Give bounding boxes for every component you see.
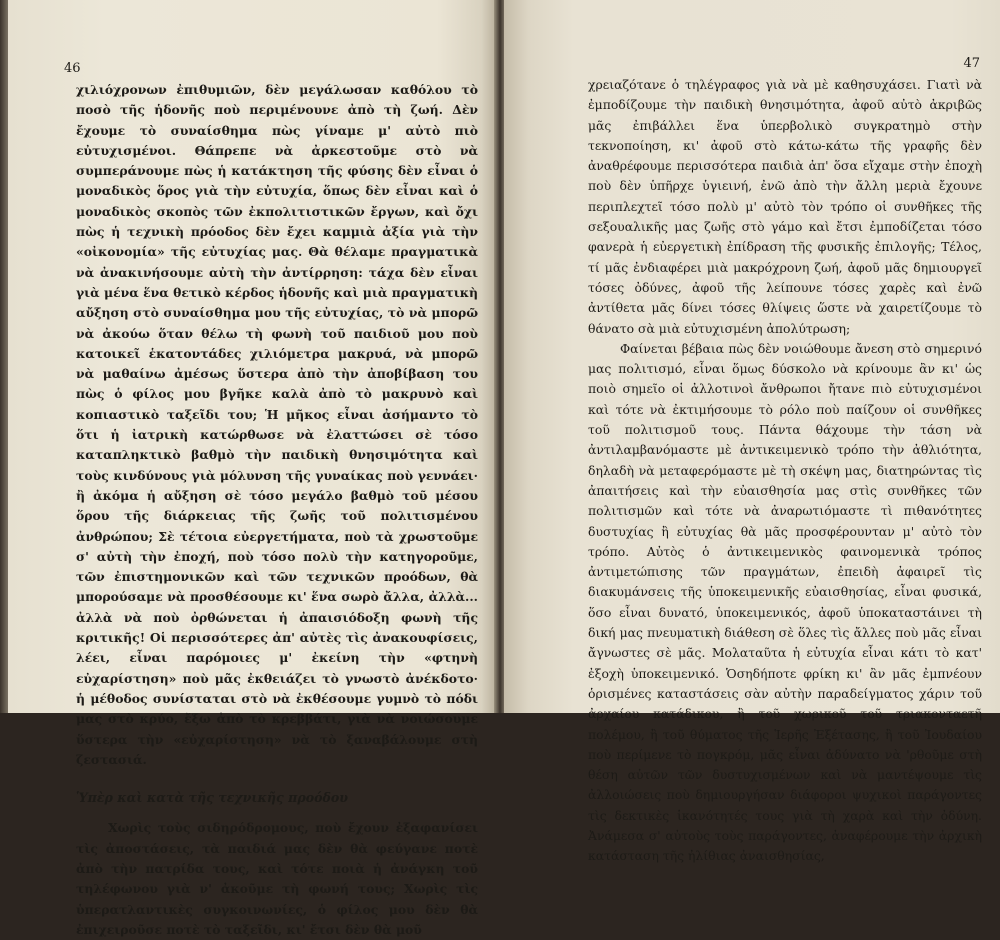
page-number: 47: [963, 56, 980, 71]
right-page: [504, 0, 1000, 864]
left-page-body: [76, 80, 478, 940]
paragraph: Χωρὶς τοὺς σιδηρόδρομους, ποὺ ἔχουν ἐξαφανίσει τὶς ἀποστάσεις, τὰ παιδιά μας δὲν θὰ φεύγανε ποτὲ ἀπὸ τὴν πατρίδα τους, καὶ τότε ποιὰ ἡ ἀνάγκη τοῦ τηλέφωνου γιὰ ν' ἀκοῦμε τὴ φωνή τους; Χωρὶς τὶς ὑπερατλαντικὲς συγκοινωνίες, ὁ φίλος μου δὲν θὰ ἐπιχειροῦσε ποτὲ τὸ ταξεῖδι, κι' ἔτσι δὲν θὰ μοῦ: [76, 820, 478, 937]
paragraph: χρειαζότανε ὁ τηλέγραφος γιὰ νὰ μὲ καθησυχάσει. Γιατὶ νὰ ἐμποδίζουμε τὴν παιδικὴ θνησιμότητα, ἀφοῦ αὐτὸ ἀκριβῶς μᾶς ἐπιβάλλει ἕνα ὑπερβολικὸ συγκρατημὸ στὴν τεκνοποίηση, κι' ἀφοῦ στὸ κάτω-κάτω τῆς γραφῆς δὲν ἀναθρέφουμε περισσότερα παιδιὰ ἀπ' ὅσα εἴχαμε στὴν ἐποχὴ ποὺ δὲν ὑπῆρχε ὑγιεινή, ἐνῶ ἀπὸ τὴν ἄλλη μεριὰ ἔχουνε περιπλεχτεῖ τόσο πολὺ μ' αὐτὸ τὸν τρόπο οἱ συνθῆκες τῆς σεξουαλικῆς μας ζωῆς στὸ γάμο καὶ ἔτσι ἐμποδίζεται τόσο φανερὰ ἡ εὐεργετικὴ ἐπίδραση τῆς φυσικῆς ἐπιλογῆς; Τέλος, τί μᾶς ἐνδιαφέρει μιὰ μακρόχρονη ζωή, ἀφοῦ μᾶς δημιουργεῖ τόσες ὀδύνες, ἀφοῦ τῆς λείπουνε τόσες χαρὲς καὶ ἐνῶ ἀντίθετα μᾶς δίνει τόσες θλίψεις ὥστε νὰ χαιρετίζουμε τὸ θάνατο σὰ μιὰ εὐτυχισμένη ἀπολύτρωση;: [588, 77, 982, 336]
paragraph: χιλιόχρονων ἐπιθυμιῶν, δὲν μεγάλωσαν καθόλου τὸ ποσὸ τῆς ἡδονῆς ποὺ περιμένουνε ἀπὸ τὴ ζωή. Δὲν ἔχουμε τὸ συναίσθημα πὼς γίναμε μ' αὐτὸ πιὸ εὐτυχισμένοι. Θάπρεπε νὰ ἀρκεστοῦμε στὸ νὰ συμπεράνουμε πὼς ἡ κατάκτηση τῆς φύσης δὲν εἶναι ὁ μοναδικὸς ὅρος γιὰ τὴν εὐτυχία, ὅπως δὲν εἶναι καὶ ὁ μοναδικὸς σκοπὸς τῶν ἐκπολιτιστικῶν ἔργων, καὶ ὄχι πὼς ἡ τεχνικὴ πρόοδος δὲν ἔχει καμμιὰ ἀξία γιὰ τὴν «οἰκονομία» τῆς εὐτυχίας μας. Θὰ θέλαμε πραγματικὰ νὰ ἀνακινήσουμε αὐτὴ τὴν ἀντίρρηση: τάχα δὲν εἶναι γιὰ μένα ἕνα θετικὸ κέρδος ἡδονῆς καὶ μιὰ πραγματικὴ αὔξηση στὸ συναίσθημα μου τῆς εὐτυχίας, τὸ νὰ μπορῶ νὰ ἀκούω ὅταν θέλω τὴ φωνὴ τοῦ παιδιοῦ μου ποὺ κατοικεῖ ἑκατοντάδες χιλιόμετρα μακρυά, νὰ μπορῶ νὰ μαθαίνω ἀμέσως ὕστερα ἀπὸ τὴν ἀποβίβαση του πὼς ὁ φίλος μου βγῆκε καλὰ ἀπὸ τὸ μακρυνὸ καὶ κοπιαστικὸ ταξεῖδι του; Ἡ μῆκος εἶναι ἀσήμαντο τὸ ὅτι ἡ ἰατρικὴ κατώρθωσε νὰ ἐλαττώσει σὲ τόσο καταπληκτικὸ βαθμὸ τὴν παιδικὴ θνησιμότητα καὶ τοὺς κινδύνους γιὰ μόλυνση τῆς γυναίκας ποὺ γεννάει· ἢ ἀκόμα ἡ αὔξηση σὲ τόσο μεγάλο βαθμὸ τοῦ μέσου ὅρου τῆς διάρκειας τῆς ζωῆς τοῦ πολιτισμένου ἀνθρώπου; Σὲ τέτοια εὐεργετήματα, ποὺ τὰ χρωστοῦμε σ' αὐτὴ τὴν ἐποχή, ποὺ τόσο πολὺ τὴν κατηγοροῦμε, τῶν ἐπιστημονικῶν καὶ τῶν τεχνικῶν προόδων, θὰ μπορούσαμε νὰ προσθέσουμε κι' ἕνα σωρὸ ἄλλα, ἀλλὰ... ἀλλὰ νὰ ποὺ ὀρθώνεται ἡ ἀπαισιόδοξη φωνὴ τῆς κριτικῆς! Οἱ περισσότερες ἀπ' αὐτὲς τὶς ἀνακουφίσεις, λέει, εἶναι παρόμοιες μ' ἐκείνη τὴν «φτηνὴ εὐχαρίστηση» ποὺ μᾶς ἐκθειάζει τὸ γνωστὸ ἀνέκδοτο· ἡ μέθοδος συνίσταται στὸ νὰ ἐκθέσουμε γυμνὸ τὸ πόδι μας στὸ κρύο, ἔξω ἀπὸ τὸ κρεββάτι, γιὰ νὰ νοιώσουμε ὕστερα τὴν «εὐχαρίστηση» νὰ τὸ ξαναβάλουμε στὴ ζεστασιά.: [76, 82, 478, 767]
paragraph: Φαίνεται βέβαια πὼς δὲν νοιώθουμε ἄνεση στὸ σημερινό μας πολιτισμό, εἶναι ὅμως δύσκολο νὰ κρίνουμε ἂν κι' ὡς ποιὸ σημεῖο οἱ ἀλλοτινοὶ ἄνθρωποι ἤτανε πιὸ εὐτυχισμένοι καὶ τότε νὰ ἐκτιμήσουμε τὸ ρόλο ποὺ παίζουν οἱ συνθῆκες τοῦ πολιτισμοῦ τους. Πάντα θάχουμε τὴν τάση νὰ ἀντιλαμβανόμαστε μὲ ἀντικειμενικὸ τρόπο τὴν ἀθλιότητα, δηλαδὴ νὰ μεταφερόμαστε μὲ τὴ σκέψη μας, διατηρώντας τὶς ἀπαιτήσεις καὶ τὴν εὐαισθησία μας στὶς συνθῆκες τῶν πολιτισμῶν καὶ τότε νὰ ἀναρωτιόμαστε τὶ πιθανότητες δυστυχίας ἢ εὐτυχίας θὰ μᾶς προσφέρουνταν μ' αὐτὸ τὸν τρόπο. Αὐτὸς ὁ ἀντικειμενικὸς φαινομενικὰ τρόπος ἀντιμετώπισης τῶν πραγμάτων, ἐπειδὴ ἀφαιρεῖ τὶς διακυμάνσεις τῆς ὑποκειμενικῆς εὐαισθησίας, εἶναι φυσικά, ὅσο εἶναι δυνατό, ὑποκειμενικός, ἀφοῦ ὑποκαταστάινει τὴ δική μας πνευματικὴ διάθεση σὲ ὅλες τὶς ἄλλες ποὺ μᾶς εἶναι ἄγνωστες σὲ μᾶς. Μολαταῦτα ἡ εὐτυχία εἶναι κάτι τὸ κατ' ἐξοχὴ ὑποκειμενικό. Ὁσηδήποτε φρίκη κι' ἂν μᾶς ἐμπνέουν ὁρισμένες καταστάσεις σὰν αὐτὴν παραδείγματος χάριν τοῦ ἀρχαίου κατάδικου, ἢ τοῦ χωρικοῦ τοῦ τριακονταετῆ πολέμου, ἢ τοῦ θύματος τῆς Ἱερῆς Ἐξέτασης, ἢ τοῦ Ἰουδαίου ποὺ περίμενε τὸ πογκρόμ, μᾶς εἶναι ἀδύνατο νὰ 'ρθοῦμε στὴ θέση αὐτῶν τῶν δυστυχισμένων καὶ νὰ μαντέψουμε τὶς ἀλλοιώσεις ποὺ δημιουργήσαν διάφοροι ψυχικοὶ παράγοντες τὶς δεκτικὲς ἱκανότητές τους γιὰ τὴ χαρὰ καὶ τὴν ὀδύνη. Ἀνάμεσα σ' αὐτοὺς τοὺς παράγοντες, ἀναφέρουμε τὴν ἀρχικὴ κατάσταση τῆς ἠλίθιας ἀναισθησίας,: [588, 340, 982, 864]
page-number: 46: [64, 61, 81, 76]
left-page: [8, 0, 496, 937]
section-heading: Ὑπὲρ καὶ κατὰ τῆς τεχνικῆς προόδου: [76, 790, 349, 806]
right-page-body: [588, 75, 982, 867]
